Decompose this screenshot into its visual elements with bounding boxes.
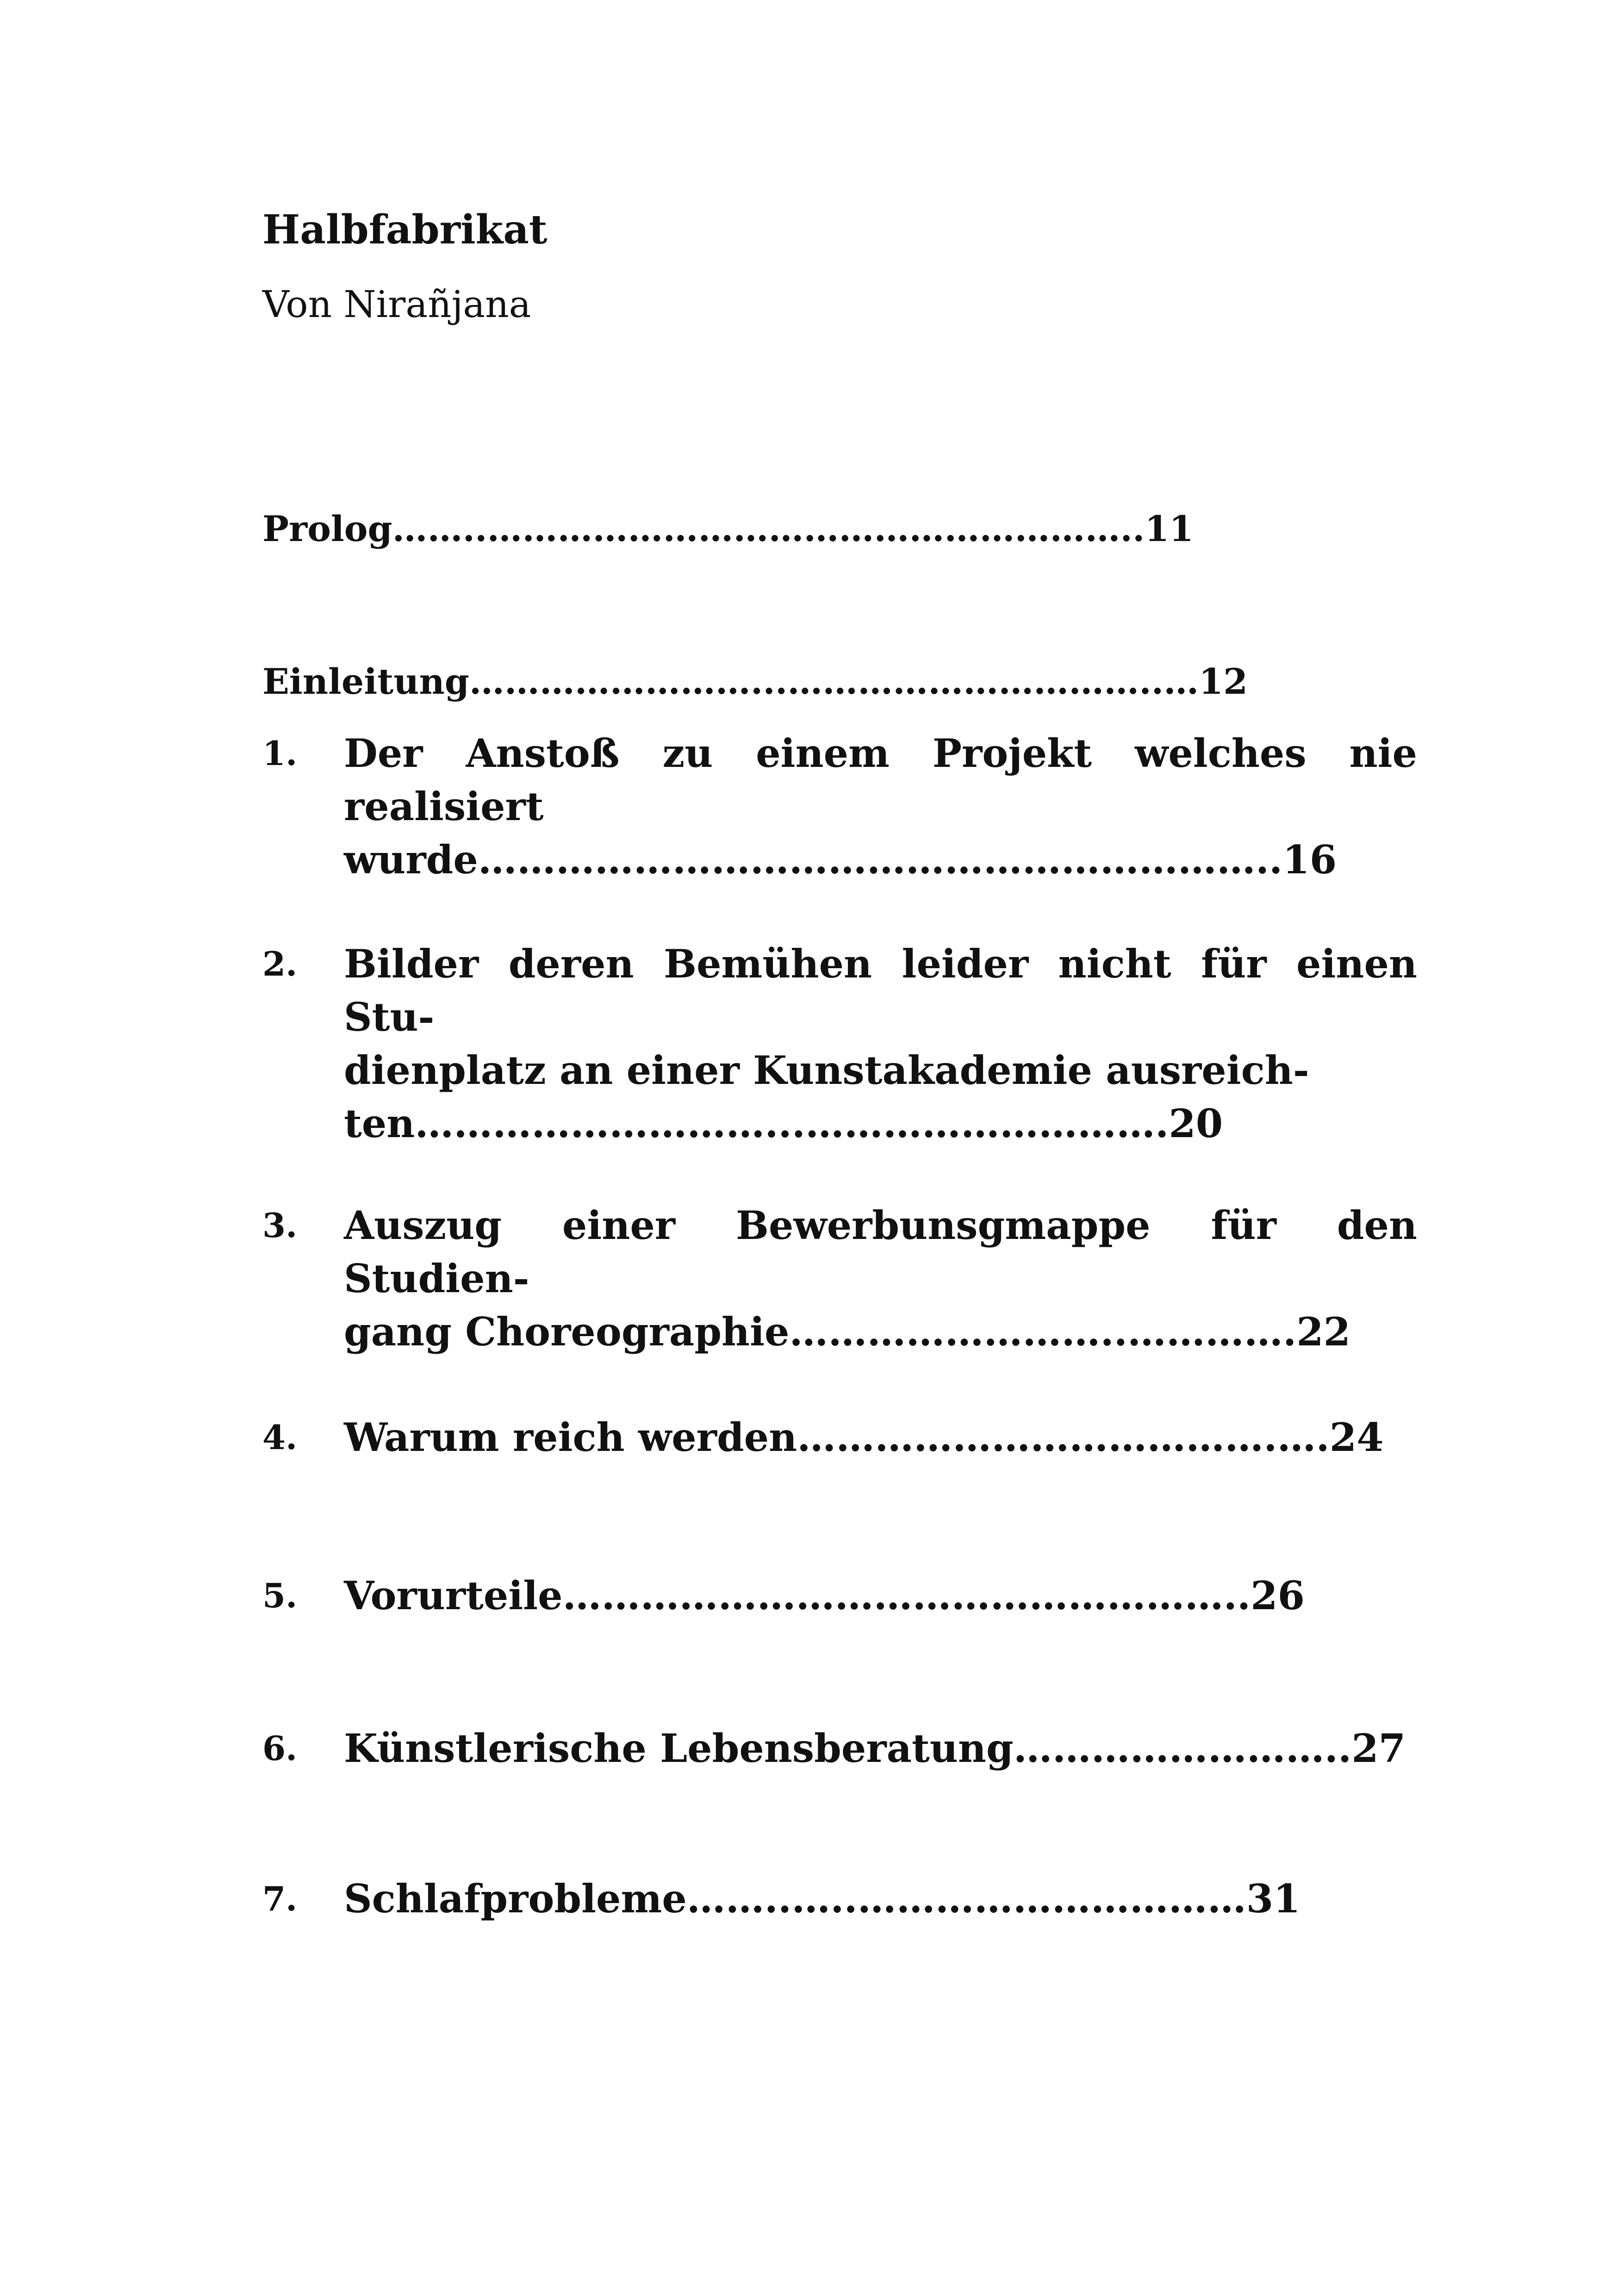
book-title: Halbfabrikat: [262, 206, 548, 253]
toc-entry-chapter-3: [262, 1199, 1417, 1358]
toc-entry-chapter-2: [262, 937, 1417, 1150]
chapter-title: Auszug einer Bewerbunsgmappe für den Studien- gang Choreographie……………………..………….22: [344, 1202, 1417, 1355]
toc-entry-chapter-1: [262, 727, 1417, 886]
chapter-title: Schlafprobleme……..…..…………………………31: [344, 1876, 1301, 1922]
toc-entry-chapter-7: [262, 1872, 1417, 1925]
toc-entry-chapter-6: [262, 1722, 1417, 1775]
author-line: Von Nirañjana: [262, 283, 531, 326]
chapter-number: 4.: [262, 1418, 298, 1457]
chapter-title: Künstlerische Lebensberatung……………………..27: [344, 1725, 1406, 1771]
toc-entry-einleitung: Einleitung……………………...…………………………..…12: [262, 661, 1248, 702]
chapter-title: Vorurteile……………………………………………..26: [344, 1573, 1305, 1618]
chapter-title: Der Anstoß zu einem Projekt welches nie realisiert wurde……………………………………………………..16: [344, 730, 1417, 883]
toc-entry-chapter-4: [262, 1411, 1417, 1464]
toc-entry-chapter-5: [262, 1569, 1417, 1622]
chapter-number: 5.: [262, 1576, 298, 1615]
toc-entry-prolog: Prolog……..………………………………………………..11: [262, 508, 1194, 549]
chapter-number: 2.: [262, 944, 298, 983]
chapter-number: 7.: [262, 1879, 298, 1918]
chapter-number: 3.: [262, 1206, 298, 1245]
chapter-title: Bilder deren Bemühen leider nicht für einen Stu- dienplatz an einer Kunstakademie ausreich- ten………………………...……………………….20: [344, 941, 1417, 1146]
chapter-title: Warum reich werden……………………………….….24: [344, 1414, 1384, 1460]
chapter-number: 1.: [262, 734, 298, 773]
chapter-number: 6.: [262, 1729, 298, 1768]
